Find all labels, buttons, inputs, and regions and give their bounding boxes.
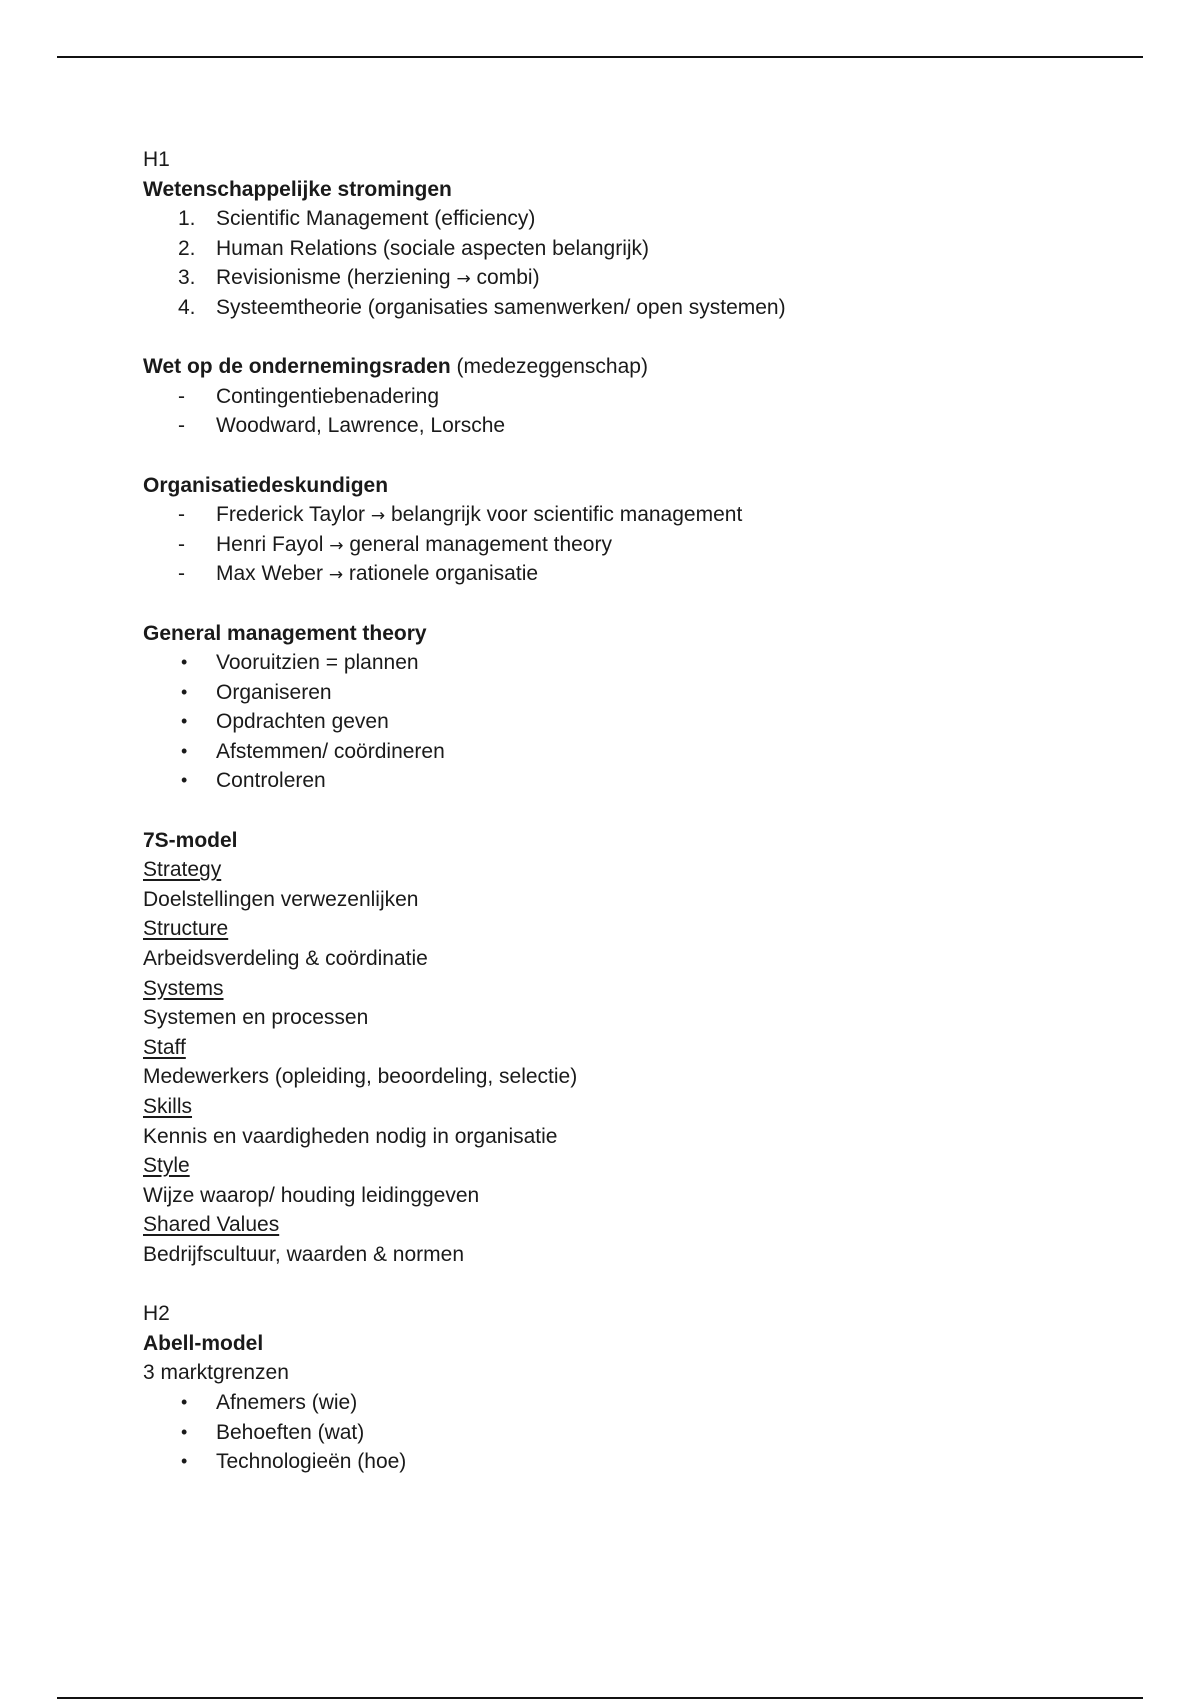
model-description: Systemen en processen: [143, 1006, 369, 1030]
section-heading: 7S-model: [143, 828, 238, 852]
bullet-icon: •: [181, 652, 188, 673]
section-heading: Abell-model: [143, 1331, 264, 1355]
section-heading: Wet op de ondernemingsraden (medezeggenschap): [143, 355, 648, 379]
list-item-text: combi): [476, 266, 540, 290]
bullet-list: [143, 1388, 1143, 1477]
list-item-text: Scientific Management (efficiency): [216, 207, 536, 231]
list-item: • Technologieën (hoe): [143, 1447, 1143, 1477]
list-item: [143, 293, 1143, 323]
dash-marker: -: [178, 503, 185, 527]
arrow-icon: →: [329, 535, 344, 556]
list-item-text: Human Relations (sociale aspecten belangrijk): [216, 236, 650, 260]
dash-list: [143, 382, 1143, 441]
header-rule: [57, 56, 1143, 58]
model-description: Arbeidsverdeling & coördinatie: [143, 947, 428, 971]
section-heading: Wetenschappelijke stromingen: [143, 177, 452, 201]
list-item: [143, 263, 1143, 293]
list-item: - Henri Fayol → general management theory: [143, 530, 1143, 560]
list-item: [143, 234, 1143, 264]
dash-marker: -: [178, 532, 185, 556]
list-item: • Organiseren: [143, 678, 1143, 708]
list-item-text: Systeemtheorie (organisaties samenwerken/ open systemen): [216, 295, 786, 319]
list-item: • Afnemers (wie): [143, 1388, 1143, 1418]
list-item: - Frederick Taylor → belangrijk voor scientific management: [143, 500, 1143, 530]
list-item: [143, 411, 1143, 441]
model-description: Wijze waarop/ houding leidinggeven: [143, 1183, 480, 1207]
list-item: [143, 204, 1143, 234]
list-item: • Behoeften (wat): [143, 1418, 1143, 1448]
document-body: [143, 145, 1143, 1477]
section-subtitle: 3 marktgrenzen: [143, 1361, 289, 1385]
list-number: 1.: [178, 207, 196, 231]
list-item: • Vooruitzien = plannen: [143, 648, 1143, 678]
model-term: Systems: [143, 976, 224, 1000]
model-description: Bedrijfscultuur, waarden & normen: [143, 1242, 464, 1266]
list-item: • Controleren: [143, 766, 1143, 796]
list-item: [143, 382, 1143, 412]
model-term: Shared Values: [143, 1213, 280, 1237]
list-number: 2.: [178, 236, 196, 260]
model-description: Medewerkers (opleiding, beoordeling, selectie): [143, 1065, 578, 1089]
list-number: 4.: [178, 295, 196, 319]
model-term: Style: [143, 1154, 190, 1178]
list-item: - Max Weber → rationele organisatie: [143, 559, 1143, 589]
section-heading: Organisatiedeskundigen: [143, 473, 389, 497]
dash-marker: -: [178, 384, 185, 408]
list-item-text: Woodward, Lawrence, Lorsche: [216, 414, 506, 438]
bullet-icon: •: [181, 740, 188, 761]
list-item-text: Revisionisme (herziening: [216, 266, 451, 290]
model-term: Strategy: [143, 858, 222, 882]
list-item: • Afstemmen/ coördineren: [143, 737, 1143, 767]
bullet-icon: •: [181, 711, 188, 732]
dash-marker: -: [178, 414, 185, 438]
bullet-list: [143, 648, 1143, 796]
numbered-list: [143, 204, 1143, 322]
arrow-icon: →: [370, 506, 386, 527]
model-description: Kennis en vaardigheden nodig in organisatie: [143, 1124, 558, 1148]
bullet-icon: •: [181, 1421, 188, 1442]
model-description: Doelstellingen verwezenlijken: [143, 887, 419, 911]
bullet-icon: •: [181, 681, 188, 702]
bullet-icon: •: [181, 770, 188, 791]
chapter-label: H1: [143, 148, 170, 171]
bullet-icon: •: [181, 1451, 188, 1472]
section-heading: General management theory: [143, 621, 427, 645]
arrow-icon: →: [328, 565, 344, 586]
model-term: Structure: [143, 917, 229, 941]
model-term: Skills: [143, 1095, 193, 1118]
list-number: 3.: [178, 266, 196, 290]
dash-list: [143, 500, 1143, 589]
list-item: • Opdrachten geven: [143, 707, 1143, 737]
bullet-icon: •: [181, 1391, 188, 1412]
chapter-label: H2: [143, 1302, 170, 1326]
footer-rule: [57, 1697, 1143, 1699]
list-item-text: Contingentiebenadering: [216, 384, 440, 408]
arrow-icon: →: [456, 269, 471, 290]
model-term: Staff: [143, 1035, 186, 1059]
dash-marker: -: [178, 562, 185, 586]
